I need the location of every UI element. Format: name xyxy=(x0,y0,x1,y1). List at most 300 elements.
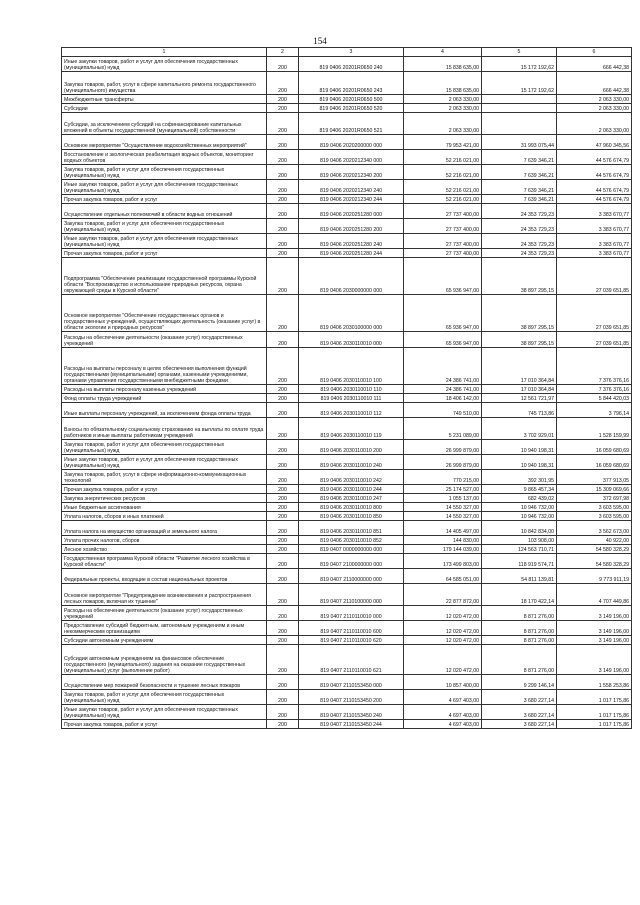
row-remainder-cell: 3 383 670,77 xyxy=(557,204,632,219)
row-kbk-cell: 819 0406 20201R0650 243 xyxy=(299,72,404,95)
row-executed-cell: 31 993 075,44 xyxy=(482,135,557,150)
row-kbk-cell: 819 0406 20201R0650 240 xyxy=(299,57,404,72)
table-row xyxy=(62,554,632,569)
table-row xyxy=(62,606,632,621)
row-kbk-cell: 819 0407 2100000000 000 xyxy=(299,554,404,569)
row-approved-cell: 24 386 741,00 xyxy=(404,348,482,385)
row-executed-cell: 3 680 227,14 xyxy=(482,690,557,705)
row-approved-cell: 4 697 403,00 xyxy=(404,690,482,705)
row-remainder-cell: 44 576 674,79 xyxy=(557,180,632,195)
row-name-cell: Основное мероприятие "Осуществление водохозяйственных мероприятий" xyxy=(62,135,267,150)
row-name-cell: Уплата налогов, сборов и иных платежей xyxy=(62,512,267,521)
row-remainder-cell: 3 603 595,00 xyxy=(557,512,632,521)
row-name-cell: Межбюджетные трансферты xyxy=(62,95,267,104)
row-executed-cell: 24 353 729,23 xyxy=(482,249,557,258)
row-executed-cell: 103 908,00 xyxy=(482,536,557,545)
header-cell: 1 xyxy=(62,48,267,57)
row-name-cell: Расходы на обеспечение деятельности (оказание услуг) государственных учреждений xyxy=(62,606,267,621)
row-remainder-cell: 3 603 595,00 xyxy=(557,503,632,512)
table-row xyxy=(62,485,632,494)
row-remainder-cell: 2 063 330,00 xyxy=(557,104,632,113)
row-approved-cell: 749 510,00 xyxy=(404,403,482,418)
table-row xyxy=(62,385,632,394)
row-name-cell: Осуществление отдельных полномочий в области водных отношений xyxy=(62,204,267,219)
row-approved-cell: 144 830,00 xyxy=(404,536,482,545)
row-approved-cell: 27 737 400,00 xyxy=(404,234,482,249)
row-kbk-cell: 819 0406 2030110010 100 xyxy=(299,348,404,385)
row-code-cell: 200 xyxy=(267,494,299,503)
row-remainder-cell: 54 580 328,29 xyxy=(557,545,632,554)
table-row xyxy=(62,348,632,385)
row-executed-cell: 38 897 295,15 xyxy=(482,295,557,332)
table-row xyxy=(62,521,632,536)
row-name-cell: Предоставление субсидий бюджетным, автономным учреждениям и иным некоммерческим организациям xyxy=(62,621,267,636)
header-cell: 3 xyxy=(299,48,404,57)
row-executed-cell: 18 170 422,14 xyxy=(482,584,557,606)
row-remainder-cell: 666 442,38 xyxy=(557,57,632,72)
row-kbk-cell: 819 0407 2110110010 000 xyxy=(299,606,404,621)
table-row xyxy=(62,57,632,72)
row-executed-cell: 9 299 146,14 xyxy=(482,675,557,690)
row-approved-cell: 15 838 635,00 xyxy=(404,72,482,95)
row-code-cell: 200 xyxy=(267,403,299,418)
row-code-cell: 200 xyxy=(267,204,299,219)
row-kbk-cell: 819 0407 2110110010 621 xyxy=(299,645,404,675)
row-kbk-cell: 819 0407 2110153450 240 xyxy=(299,705,404,720)
row-remainder-cell: 2 063 330,00 xyxy=(557,113,632,135)
row-name-cell: Федеральные проекты, входящие в состав национальных проектов xyxy=(62,569,267,584)
row-approved-cell: 15 838 635,00 xyxy=(404,57,482,72)
row-remainder-cell: 5 844 420,03 xyxy=(557,394,632,403)
table-row xyxy=(62,569,632,584)
row-kbk-cell: 819 0406 2020212340 240 xyxy=(299,180,404,195)
row-code-cell: 200 xyxy=(267,690,299,705)
row-kbk-cell: 819 0406 2020251280 244 xyxy=(299,249,404,258)
row-remainder-cell: 15 309 069,66 xyxy=(557,485,632,494)
row-kbk-cell: 819 0406 2030110010 111 xyxy=(299,394,404,403)
budget-table xyxy=(61,47,632,729)
row-approved-cell: 4 697 403,00 xyxy=(404,705,482,720)
row-executed-cell xyxy=(482,113,557,135)
table-row xyxy=(62,150,632,165)
row-executed-cell: 8 871 276,00 xyxy=(482,606,557,621)
row-remainder-cell: 3 149 196,00 xyxy=(557,621,632,636)
table-row xyxy=(62,545,632,554)
row-executed-cell: 392 301,95 xyxy=(482,470,557,485)
table-row xyxy=(62,204,632,219)
row-remainder-cell: 44 576 674,79 xyxy=(557,150,632,165)
row-name-cell: Расходы на выплаты персоналу казенных учреждений xyxy=(62,385,267,394)
row-code-cell: 200 xyxy=(267,485,299,494)
row-code-cell: 200 xyxy=(267,249,299,258)
table-row xyxy=(62,95,632,104)
row-remainder-cell: 3 383 670,77 xyxy=(557,234,632,249)
row-kbk-cell: 819 0406 2020251280 240 xyxy=(299,234,404,249)
table-row xyxy=(62,219,632,234)
row-code-cell: 200 xyxy=(267,440,299,455)
row-kbk-cell: 819 0406 2030110010 000 xyxy=(299,332,404,348)
row-approved-cell: 14 550 327,00 xyxy=(404,503,482,512)
table-row xyxy=(62,403,632,418)
row-approved-cell: 26 999 879,00 xyxy=(404,440,482,455)
row-executed-cell: 7 639 346,21 xyxy=(482,180,557,195)
row-remainder-cell: 1 017 175,86 xyxy=(557,690,632,705)
row-remainder-cell: 3 149 196,00 xyxy=(557,645,632,675)
row-approved-cell: 1 055 137,00 xyxy=(404,494,482,503)
row-kbk-cell: 819 0406 2030110010 800 xyxy=(299,503,404,512)
table-row xyxy=(62,332,632,348)
row-approved-cell: 25 174 527,00 xyxy=(404,485,482,494)
row-approved-cell: 770 215,00 xyxy=(404,470,482,485)
row-approved-cell: 26 999 879,00 xyxy=(404,455,482,470)
row-code-cell: 200 xyxy=(267,57,299,72)
row-name-cell: Закупка товаров, работ и услуг для обеспечения государственных (муниципальных) нужд xyxy=(62,440,267,455)
row-approved-cell: 14 550 327,00 xyxy=(404,512,482,521)
row-code-cell: 200 xyxy=(267,394,299,403)
row-executed-cell: 38 897 295,15 xyxy=(482,258,557,295)
row-name-cell: Иные выплаты персоналу учреждений, за исключением фонда оплаты труда xyxy=(62,403,267,418)
row-executed-cell: 8 871 276,00 xyxy=(482,645,557,675)
table-row xyxy=(62,113,632,135)
row-name-cell: Уплата прочих налогов, сборов xyxy=(62,536,267,545)
row-approved-cell: 27 737 400,00 xyxy=(404,249,482,258)
row-kbk-cell: 819 0406 2020212340 244 xyxy=(299,195,404,204)
row-kbk-cell: 819 0407 2110000000 000 xyxy=(299,569,404,584)
row-executed-cell xyxy=(482,95,557,104)
header-cell: 2 xyxy=(267,48,299,57)
row-executed-cell: 38 897 295,15 xyxy=(482,332,557,348)
row-code-cell: 200 xyxy=(267,113,299,135)
row-name-cell: Закупка товаров, работ, услуг в сфере капитального ремонта государственного (муниципального) имущества xyxy=(62,72,267,95)
header-cell: 6 xyxy=(557,48,632,57)
row-approved-cell: 12 020 472,00 xyxy=(404,621,482,636)
row-name-cell: Закупка товаров, работ, услуг в сфере информационно-коммуникационных технологий xyxy=(62,470,267,485)
row-remainder-cell: 40 922,00 xyxy=(557,536,632,545)
row-executed-cell: 745 713,86 xyxy=(482,403,557,418)
row-name-cell: Прочая закупка товаров, работ и услуг xyxy=(62,249,267,258)
row-kbk-cell: 819 0406 2030110010 244 xyxy=(299,485,404,494)
row-name-cell: Прочая закупка товаров, работ и услуг xyxy=(62,720,267,729)
row-executed-cell: 10 940 198,31 xyxy=(482,440,557,455)
row-code-cell: 200 xyxy=(267,584,299,606)
row-code-cell: 200 xyxy=(267,545,299,554)
row-executed-cell: 10 940 198,31 xyxy=(482,455,557,470)
row-approved-cell: 27 737 400,00 xyxy=(404,204,482,219)
table-row xyxy=(62,584,632,606)
row-code-cell: 200 xyxy=(267,219,299,234)
row-approved-cell: 173 499 803,00 xyxy=(404,554,482,569)
row-name-cell: Основное мероприятие "Обеспечение государственных органов и государственных учреждений, осуществляющих деятельность (оказание услуг) в области экологии и природных ресурсов" xyxy=(62,295,267,332)
row-executed-cell: 10 946 732,00 xyxy=(482,512,557,521)
header-cell: 4 xyxy=(404,48,482,57)
row-code-cell: 200 xyxy=(267,165,299,180)
row-code-cell: 200 xyxy=(267,636,299,645)
row-kbk-cell: 819 0407 2110100000 000 xyxy=(299,584,404,606)
table-row xyxy=(62,675,632,690)
row-code-cell: 200 xyxy=(267,606,299,621)
row-remainder-cell: 47 960 345,56 xyxy=(557,135,632,150)
row-approved-cell: 12 020 472,00 xyxy=(404,606,482,621)
table-row xyxy=(62,645,632,675)
row-kbk-cell: 819 0406 20201R0650 521 xyxy=(299,113,404,135)
row-remainder-cell: 7 376 376,16 xyxy=(557,348,632,385)
row-remainder-cell: 44 576 674,79 xyxy=(557,195,632,204)
header-row xyxy=(62,48,632,57)
row-name-cell: Субсидии, за исключением субсидий на софинансирование капитальных вложений в объекты государственной (муниципальной) собственности xyxy=(62,113,267,135)
row-executed-cell: 24 353 729,23 xyxy=(482,234,557,249)
row-remainder-cell: 54 580 328,29 xyxy=(557,554,632,569)
row-kbk-cell: 819 0407 2110153450 200 xyxy=(299,690,404,705)
row-name-cell: Осуществление мер пожарной безопасности и тушение лесных пожаров xyxy=(62,675,267,690)
row-remainder-cell: 1 017 175,86 xyxy=(557,720,632,729)
row-approved-cell: 5 231 089,00 xyxy=(404,418,482,440)
row-executed-cell: 10 946 732,00 xyxy=(482,503,557,512)
row-code-cell: 200 xyxy=(267,521,299,536)
table-row xyxy=(62,636,632,645)
header-cell: 5 xyxy=(482,48,557,57)
row-code-cell: 200 xyxy=(267,135,299,150)
row-approved-cell: 18 406 142,00 xyxy=(404,394,482,403)
row-approved-cell: 52 216 021,00 xyxy=(404,165,482,180)
row-name-cell: Субсидии автономным учреждениям на финансовое обеспечение государственного (муниципального) задания на оказание государственных (муниципальных) услуг (выполнение работ) xyxy=(62,645,267,675)
row-remainder-cell: 3 796,14 xyxy=(557,403,632,418)
row-kbk-cell: 819 0406 20201R0650 500 xyxy=(299,95,404,104)
row-approved-cell: 52 216 021,00 xyxy=(404,150,482,165)
row-name-cell: Иные закупки товаров, работ и услуг для обеспечения государственных (муниципальных) нужд xyxy=(62,455,267,470)
row-name-cell: Прочая закупка товаров, работ и услуг xyxy=(62,485,267,494)
row-name-cell: Закупка товаров, работ и услуг для обеспечения государственных (муниципальных) нужд xyxy=(62,165,267,180)
row-name-cell: Основное мероприятие "Предупреждение возникновения и распространения лесных пожаров, включая их тушение" xyxy=(62,584,267,606)
row-remainder-cell: 3 149 196,00 xyxy=(557,606,632,621)
row-approved-cell: 65 936 947,00 xyxy=(404,295,482,332)
row-kbk-cell: 819 0406 2020200000 000 xyxy=(299,135,404,150)
row-kbk-cell: 819 0407 2110110010 600 xyxy=(299,621,404,636)
table-row xyxy=(62,512,632,521)
row-remainder-cell: 1 017 175,86 xyxy=(557,705,632,720)
row-name-cell: Закупка товаров, работ и услуг для обеспечения государственных (муниципальных) нужд xyxy=(62,690,267,705)
row-name-cell: Закупка товаров, работ и услуг для обеспечения государственных (муниципальных) нужд xyxy=(62,219,267,234)
row-approved-cell: 24 386 741,00 xyxy=(404,385,482,394)
row-executed-cell: 118 919 574,71 xyxy=(482,554,557,569)
row-executed-cell: 15 172 192,62 xyxy=(482,57,557,72)
table-row xyxy=(62,690,632,705)
row-code-cell: 200 xyxy=(267,645,299,675)
row-executed-cell: 12 561 721,97 xyxy=(482,394,557,403)
row-code-cell: 200 xyxy=(267,503,299,512)
table-row xyxy=(62,440,632,455)
table-row xyxy=(62,104,632,113)
row-executed-cell: 24 353 729,23 xyxy=(482,204,557,219)
table-row xyxy=(62,394,632,403)
row-approved-cell: 4 697 403,00 xyxy=(404,720,482,729)
row-remainder-cell: 3 149 196,00 xyxy=(557,636,632,645)
row-name-cell: Подпрограмма "Обеспечение реализации государственной программы Курской области "Воспроизводство и использование природных ресурсов, охрана окружающей среды в Курской области" xyxy=(62,258,267,295)
table-row xyxy=(62,249,632,258)
row-approved-cell: 12 020 472,00 xyxy=(404,645,482,675)
row-executed-cell: 3 680 227,14 xyxy=(482,720,557,729)
table-row xyxy=(62,234,632,249)
row-remainder-cell: 4 707 449,86 xyxy=(557,584,632,606)
row-name-cell: Субсидии xyxy=(62,104,267,113)
row-name-cell: Уплата налога на имущество организаций и земельного налога xyxy=(62,521,267,536)
row-remainder-cell: 3 383 670,77 xyxy=(557,219,632,234)
row-code-cell: 200 xyxy=(267,621,299,636)
row-approved-cell: 52 216 021,00 xyxy=(404,180,482,195)
row-kbk-cell: 819 0406 2020251280 000 xyxy=(299,204,404,219)
row-executed-cell: 15 172 192,62 xyxy=(482,72,557,95)
row-kbk-cell: 819 0406 2020212340 000 xyxy=(299,150,404,165)
row-remainder-cell: 27 039 651,85 xyxy=(557,295,632,332)
row-code-cell: 200 xyxy=(267,418,299,440)
table-row xyxy=(62,72,632,95)
row-approved-cell: 65 936 947,00 xyxy=(404,332,482,348)
row-executed-cell: 10 842 834,00 xyxy=(482,521,557,536)
row-name-cell: Государственная программа Курской области "Развитие лесного хозяйства в Курской области" xyxy=(62,554,267,569)
row-kbk-cell: 819 0406 2030110010 240 xyxy=(299,455,404,470)
row-approved-cell: 2 063 330,00 xyxy=(404,113,482,135)
row-executed-cell: 8 871 276,00 xyxy=(482,636,557,645)
row-approved-cell: 65 936 947,00 xyxy=(404,258,482,295)
row-code-cell: 200 xyxy=(267,536,299,545)
row-remainder-cell: 44 576 674,79 xyxy=(557,165,632,180)
row-remainder-cell: 372 697,98 xyxy=(557,494,632,503)
row-approved-cell: 2 063 330,00 xyxy=(404,104,482,113)
row-approved-cell: 12 020 472,00 xyxy=(404,636,482,645)
row-name-cell: Прочая закупка товаров, работ и услуг xyxy=(62,195,267,204)
row-approved-cell: 10 857 400,00 xyxy=(404,675,482,690)
row-approved-cell: 79 953 421,00 xyxy=(404,135,482,150)
row-code-cell: 200 xyxy=(267,569,299,584)
row-code-cell: 200 xyxy=(267,234,299,249)
row-code-cell: 200 xyxy=(267,455,299,470)
row-code-cell: 200 xyxy=(267,675,299,690)
row-kbk-cell: 819 0407 2110153450 244 xyxy=(299,720,404,729)
row-approved-cell: 27 737 400,00 xyxy=(404,219,482,234)
row-kbk-cell: 819 0406 2030100000 000 xyxy=(299,295,404,332)
row-code-cell: 200 xyxy=(267,554,299,569)
row-remainder-cell: 16 059 680,69 xyxy=(557,440,632,455)
row-approved-cell: 2 063 330,00 xyxy=(404,95,482,104)
row-name-cell: Закупка энергетических ресурсов xyxy=(62,494,267,503)
row-name-cell: Иные закупки товаров, работ и услуг для обеспечения государственных (муниципальных) нужд xyxy=(62,234,267,249)
row-approved-cell: 14 405 497,00 xyxy=(404,521,482,536)
row-name-cell: Расходы на выплаты персоналу в целях обеспечения выполнения функций государственными (муниципальными) органами, казенными учреждениями, органами управления государственными внебюджетными фондами xyxy=(62,348,267,385)
row-executed-cell: 7 639 346,21 xyxy=(482,195,557,204)
row-code-cell: 200 xyxy=(267,332,299,348)
row-code-cell: 200 xyxy=(267,705,299,720)
row-executed-cell: 124 563 710,71 xyxy=(482,545,557,554)
row-remainder-cell: 7 376 376,16 xyxy=(557,385,632,394)
row-remainder-cell: 27 039 651,85 xyxy=(557,332,632,348)
row-kbk-cell: 819 0406 2030110010 247 xyxy=(299,494,404,503)
table-row xyxy=(62,165,632,180)
row-remainder-cell: 3 562 673,00 xyxy=(557,521,632,536)
row-kbk-cell: 819 0406 2030110010 119 xyxy=(299,418,404,440)
row-code-cell: 200 xyxy=(267,258,299,295)
row-name-cell: Взносы по обязательному социальному страхованию на выплаты по оплате труда работников и иные выплаты работникам учреждений xyxy=(62,418,267,440)
row-code-cell: 200 xyxy=(267,195,299,204)
row-name-cell: Восстановление и экологическая реабилитация водных объектов, мониторинг водных объектов xyxy=(62,150,267,165)
row-code-cell: 200 xyxy=(267,150,299,165)
row-executed-cell: 17 010 364,84 xyxy=(482,385,557,394)
row-name-cell: Иные закупки товаров, работ и услуг для обеспечения государственных (муниципальных) нужд xyxy=(62,180,267,195)
row-executed-cell: 24 353 729,23 xyxy=(482,219,557,234)
row-executed-cell: 3 680 227,14 xyxy=(482,705,557,720)
row-kbk-cell: 819 0406 2030110010 850 xyxy=(299,512,404,521)
row-code-cell: 200 xyxy=(267,95,299,104)
row-code-cell: 200 xyxy=(267,72,299,95)
row-remainder-cell: 1 558 253,86 xyxy=(557,675,632,690)
row-code-cell: 200 xyxy=(267,295,299,332)
row-code-cell: 200 xyxy=(267,348,299,385)
row-remainder-cell: 27 039 651,85 xyxy=(557,258,632,295)
row-name-cell: Иные закупки товаров, работ и услуг для обеспечения государственных (муниципальных) нужд xyxy=(62,705,267,720)
row-kbk-cell: 819 0406 2030110010 112 xyxy=(299,403,404,418)
table-row xyxy=(62,621,632,636)
table-row xyxy=(62,258,632,295)
table-row xyxy=(62,720,632,729)
row-remainder-cell: 3 383 670,77 xyxy=(557,249,632,258)
row-remainder-cell: 2 063 330,00 xyxy=(557,95,632,104)
row-code-cell: 200 xyxy=(267,385,299,394)
row-code-cell: 200 xyxy=(267,104,299,113)
table-row xyxy=(62,470,632,485)
row-kbk-cell: 819 0407 0000000000 000 xyxy=(299,545,404,554)
row-remainder-cell: 16 059 680,69 xyxy=(557,455,632,470)
table-row xyxy=(62,180,632,195)
row-kbk-cell: 819 0406 2030110010 242 xyxy=(299,470,404,485)
row-approved-cell: 52 216 021,00 xyxy=(404,195,482,204)
row-code-cell: 200 xyxy=(267,720,299,729)
row-kbk-cell: 819 0406 2020251280 200 xyxy=(299,219,404,234)
table-row xyxy=(62,135,632,150)
row-name-cell: Расходы на обеспечение деятельности (оказание услуг) государственных учреждений xyxy=(62,332,267,348)
row-remainder-cell: 377 913,05 xyxy=(557,470,632,485)
row-executed-cell: 9 865 457,34 xyxy=(482,485,557,494)
row-code-cell: 200 xyxy=(267,180,299,195)
table-row xyxy=(62,195,632,204)
row-approved-cell: 22 877 872,00 xyxy=(404,584,482,606)
row-kbk-cell: 819 0406 2030110010 852 xyxy=(299,536,404,545)
table-row xyxy=(62,295,632,332)
row-kbk-cell: 819 0406 2030110010 851 xyxy=(299,521,404,536)
table-row xyxy=(62,705,632,720)
row-kbk-cell: 819 0407 2110110010 620 xyxy=(299,636,404,645)
row-executed-cell: 3 702 929,01 xyxy=(482,418,557,440)
table-row xyxy=(62,455,632,470)
row-executed-cell: 7 639 346,21 xyxy=(482,150,557,165)
row-name-cell: Иные бюджетные ассигнования xyxy=(62,503,267,512)
table-row xyxy=(62,494,632,503)
row-executed-cell: 17 010 364,84 xyxy=(482,348,557,385)
row-kbk-cell: 819 0406 2030110010 110 xyxy=(299,385,404,394)
table-row xyxy=(62,418,632,440)
row-executed-cell: 682 439,02 xyxy=(482,494,557,503)
row-remainder-cell: 1 528 159,99 xyxy=(557,418,632,440)
row-executed-cell: 7 639 346,21 xyxy=(482,165,557,180)
row-executed-cell: 8 871 276,00 xyxy=(482,621,557,636)
row-code-cell: 200 xyxy=(267,512,299,521)
row-code-cell: 200 xyxy=(267,470,299,485)
row-name-cell: Субсидии автономным учреждениям xyxy=(62,636,267,645)
row-kbk-cell: 819 0406 2020212340 200 xyxy=(299,165,404,180)
table-row xyxy=(62,536,632,545)
row-executed-cell xyxy=(482,104,557,113)
table-row xyxy=(62,503,632,512)
row-name-cell: Фонд оплаты труда учреждений xyxy=(62,394,267,403)
row-kbk-cell: 819 0407 2110153450 000 xyxy=(299,675,404,690)
row-kbk-cell: 819 0406 2030110010 200 xyxy=(299,440,404,455)
